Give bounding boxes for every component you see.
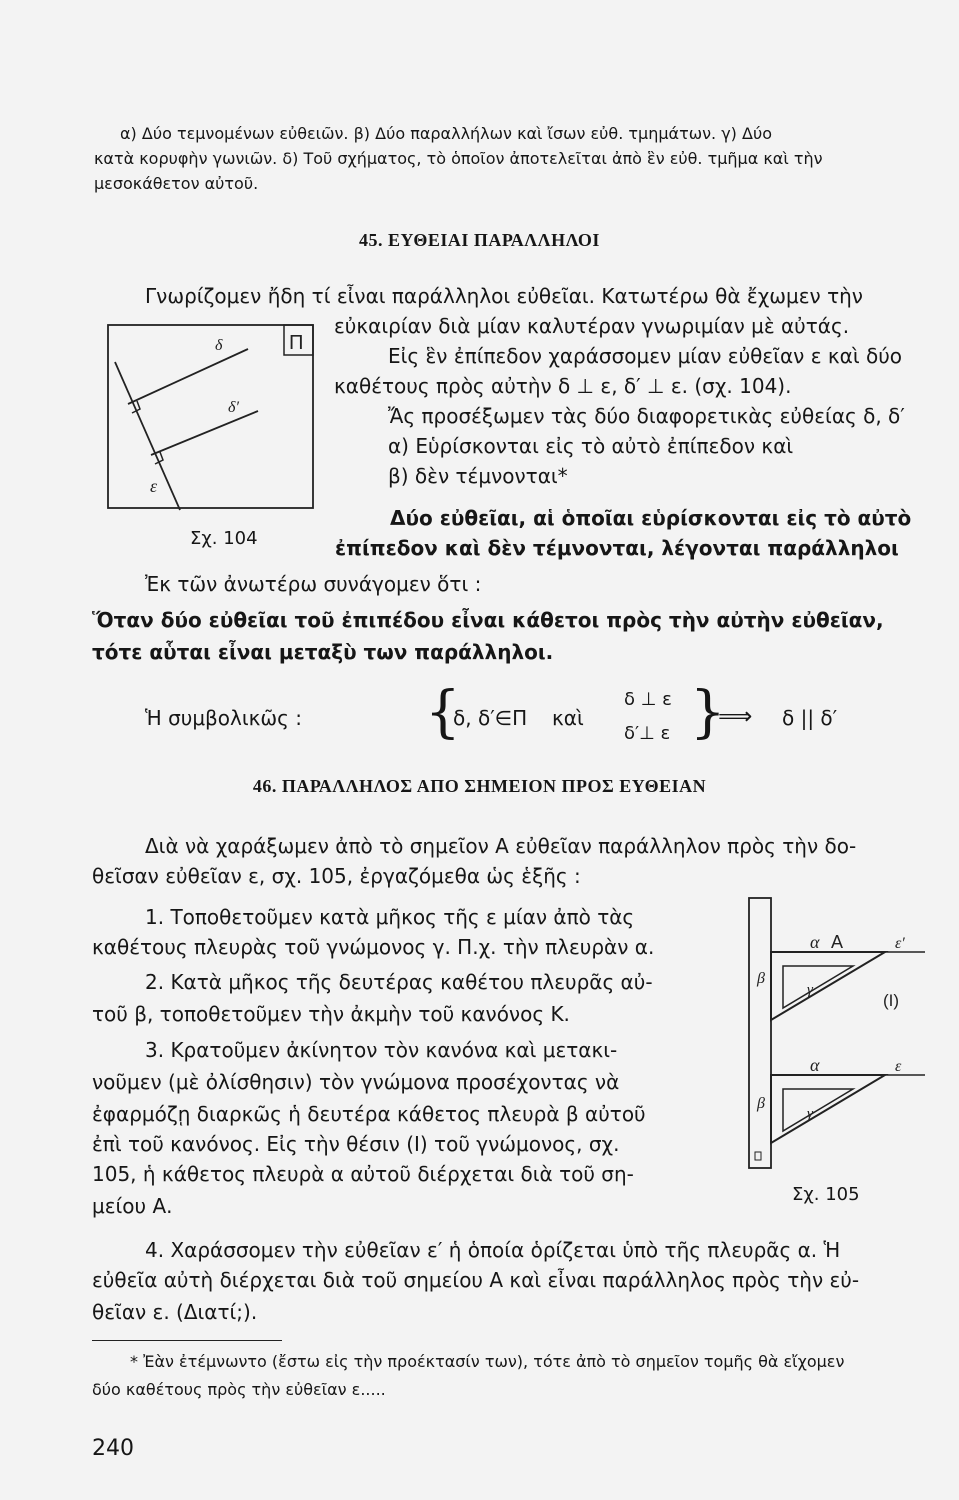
label-e-prime: ε′ <box>895 935 905 952</box>
s45-line-2: εὐκαιρίαν διὰ μίαν καλυτέραν γνωριμίαν μὲ αὐτάς. <box>334 314 850 338</box>
section-45-heading: 45. ΕΥΘΕΙΑΙ ΠΑΡΑΛΛΗΛΟΙ <box>359 230 600 250</box>
label-alpha-top: α <box>810 932 820 952</box>
ruler-k <box>749 898 771 1168</box>
step4-line-3: θεῖαν ε. (Διατί;). <box>92 1300 258 1324</box>
step-line-3: 2. Κατὰ μῆκος τῆς δευτέρας καθέτου πλευρᾶς αὐ- <box>145 970 653 994</box>
ruler-k-mark <box>755 1152 761 1160</box>
line-delta-prime <box>151 411 258 455</box>
footnote-line-2: δύο καθέτους πρὸς τὴν εὐθεῖαν ε..... <box>92 1380 386 1399</box>
symbolic-arrow: ⟹ <box>718 702 753 730</box>
line-delta <box>128 349 248 404</box>
s45-line-3: Εἰς ἓν ἐπίπεδον χαράσσομεν μίαν εὐθεῖαν ε καὶ δύο <box>388 344 903 368</box>
definition-line-1: Δύο εὐθεῖαι, αἱ ὁποῖαι εὑρίσκονται εἰς τὸ αὐτὸ <box>390 506 912 530</box>
figure-105 <box>735 890 935 1180</box>
set-square-position-2 <box>771 1075 885 1143</box>
plane-label: Π <box>289 332 304 354</box>
figure-105-caption: Σχ. 105 <box>792 1184 860 1205</box>
s45-line-7: β) δὲν τέμνονται* <box>388 464 568 488</box>
step4-line-2: εὐθεῖα αὐτὴ διέρχεται διὰ τοῦ σημείου Α καὶ εἶναι παράλληλος πρὸς τὴν εὐ- <box>92 1268 860 1292</box>
footnote-line-1: * Ἐὰν ἐτέμνωντο (ἔστω εἰς τὴν προέκτασίν των), τότε ἀπὸ τὸ σημεῖον τομῆς θὰ εἴχομεν <box>130 1352 845 1371</box>
label-epsilon: ε <box>150 476 158 496</box>
label-A: Α <box>831 932 844 952</box>
symbolic-result: δ || δ′ <box>782 706 838 730</box>
step-line-9: 105, ἡ κάθετος πλευρὰ α αὐτοῦ διέρχεται διὰ τοῦ ση- <box>92 1162 634 1186</box>
step-line-5: 3. Κρατοῦμεν ἀκίνητον τὸν κανόνα καὶ μετακι- <box>145 1038 618 1062</box>
symbolic-label: Ἡ συμβολικῶς : <box>145 706 303 730</box>
footnote-rule <box>92 1340 282 1341</box>
label-beta-top: β <box>757 970 765 987</box>
label-beta-bottom: β <box>757 1095 765 1112</box>
symbolic-part1: δ, δ′∈Π <box>453 706 528 730</box>
section-46-heading: 46. ΠΑΡΑΛΛΗΛΟΣ ΑΠΟ ΣΗΜΕΙΟΝ ΠΡΟΣ ΕΥΘΕΙΑΝ <box>252 776 707 796</box>
figure-104-caption: Σχ. 104 <box>190 528 258 549</box>
intro-line-3: μεσοκάθετον αὐτοῦ. <box>94 174 259 193</box>
set-square-position-1 <box>771 952 885 1020</box>
page-number: 240 <box>92 1436 134 1461</box>
right-brace: } <box>690 680 726 745</box>
step-line-7: ἐφαρμόζῃ διαρκῶς ἡ δευτέρα κάθετος πλευρὰ β αὐτοῦ <box>92 1102 646 1126</box>
step-line-6: νοῦμεν (μὲ ὀλίσθησιν) τὸν γνώμονα προσέχοντας νὰ <box>92 1070 620 1094</box>
intro-line-1: α) Δύο τεμνομένων εὐθειῶν. β) Δύο παραλλήλων καὶ ἴσων εὐθ. τμημάτων. γ) Δύο <box>120 124 772 143</box>
s46-intro-1: Διὰ νὰ χαράξωμεν ἀπὸ τὸ σημεῖον Α εὐθεῖαν παράλληλον πρὸς τὴν δο- <box>145 834 857 858</box>
theorem-line-2: τότε αὗται εἶναι μεταξὺ των παράλληλοι. <box>92 640 554 664</box>
label-delta-prime: δ′ <box>228 399 239 416</box>
definition-line-2: ἐπίπεδον καὶ δὲν τέμνονται, λέγονται παράλληλοι <box>335 536 899 560</box>
conclude-intro: Ἐκ τῶν ἀνωτέρω συνάγομεν ὅτι : <box>145 572 482 596</box>
s46-intro-2: θεῖσαν εὐθεῖαν ε, σχ. 105, ἐργαζόμεθα ὡς ἑξῆς : <box>92 864 581 888</box>
s45-line-4: καθέτους πρὸς αὐτὴν δ ⊥ ε, δ′ ⊥ ε. (σχ. 104). <box>334 374 792 398</box>
label-gamma-top: γ <box>807 982 813 998</box>
label-alpha-bottom: α <box>810 1055 820 1075</box>
step4-line-1: 4. Χαράσσομεν τὴν εὐθεῖαν ε′ ἡ ὁποία ὁρίζεται ὑπὸ τῆς πλευρᾶς α. Ἡ <box>145 1238 841 1262</box>
step-line-8: ἐπὶ τοῦ κανόνος. Εἰς τὴν θέσιν (Ι) τοῦ γνώμονος, σχ. <box>92 1132 620 1156</box>
s45-line-5: Ἄς προσέξωμεν τὰς δύο διαφορετικὰς εὐθείας δ, δ′ <box>388 404 905 428</box>
figure-104 <box>100 320 325 520</box>
label-gamma-bottom: γ <box>807 1106 813 1122</box>
left-brace: { <box>425 680 461 745</box>
symbolic-cond1: δ ⊥ ε <box>624 689 672 710</box>
s45-line-1: Γνωρίζομεν ἤδη τί εἶναι παράλληλοι εὐθεῖαι. Κατωτέρω θὰ ἔχωμεν τὴν <box>145 284 863 308</box>
label-position-I: (Ι) <box>883 991 900 1010</box>
intro-line-2: κατὰ κορυφὴν γωνιῶν. δ) Τοῦ σχήματος, τὸ ὁποῖον ἀποτελεῖται ἀπὸ ἓν εὐθ. τμῆμα καὶ τὴν <box>94 149 823 168</box>
step-line-4: τοῦ β, τοποθετοῦμεν τὴν ἀκμὴν τοῦ κανόνος Κ. <box>92 1002 570 1026</box>
step-line-10: μείου Α. <box>92 1194 173 1218</box>
step-line-2: καθέτους πλευρὰς τοῦ γνώμονος γ. Π.χ. τὴν πλευρὰν α. <box>92 935 655 959</box>
set-square-inner-1 <box>783 966 853 1008</box>
symbolic-and: καὶ <box>552 706 584 730</box>
theorem-line-1: Ὅταν δύο εὐθεῖαι τοῦ ἐπιπέδου εἶναι κάθετοι πρὸς τὴν αὐτὴν εὐθεῖαν, <box>92 608 884 632</box>
set-square-inner-2 <box>783 1089 853 1131</box>
label-epsilon: ε <box>895 1058 902 1075</box>
step-line-1: 1. Τοποθετοῦμεν κατὰ μῆκος τῆς ε μίαν ἀπὸ τὰς <box>145 905 635 929</box>
s45-line-6: α) Εὑρίσκονται εἰς τὸ αὐτὸ ἐπίπεδον καὶ <box>388 434 794 458</box>
label-delta: δ <box>215 337 223 354</box>
symbolic-cond2: δ′⊥ ε <box>624 723 671 744</box>
